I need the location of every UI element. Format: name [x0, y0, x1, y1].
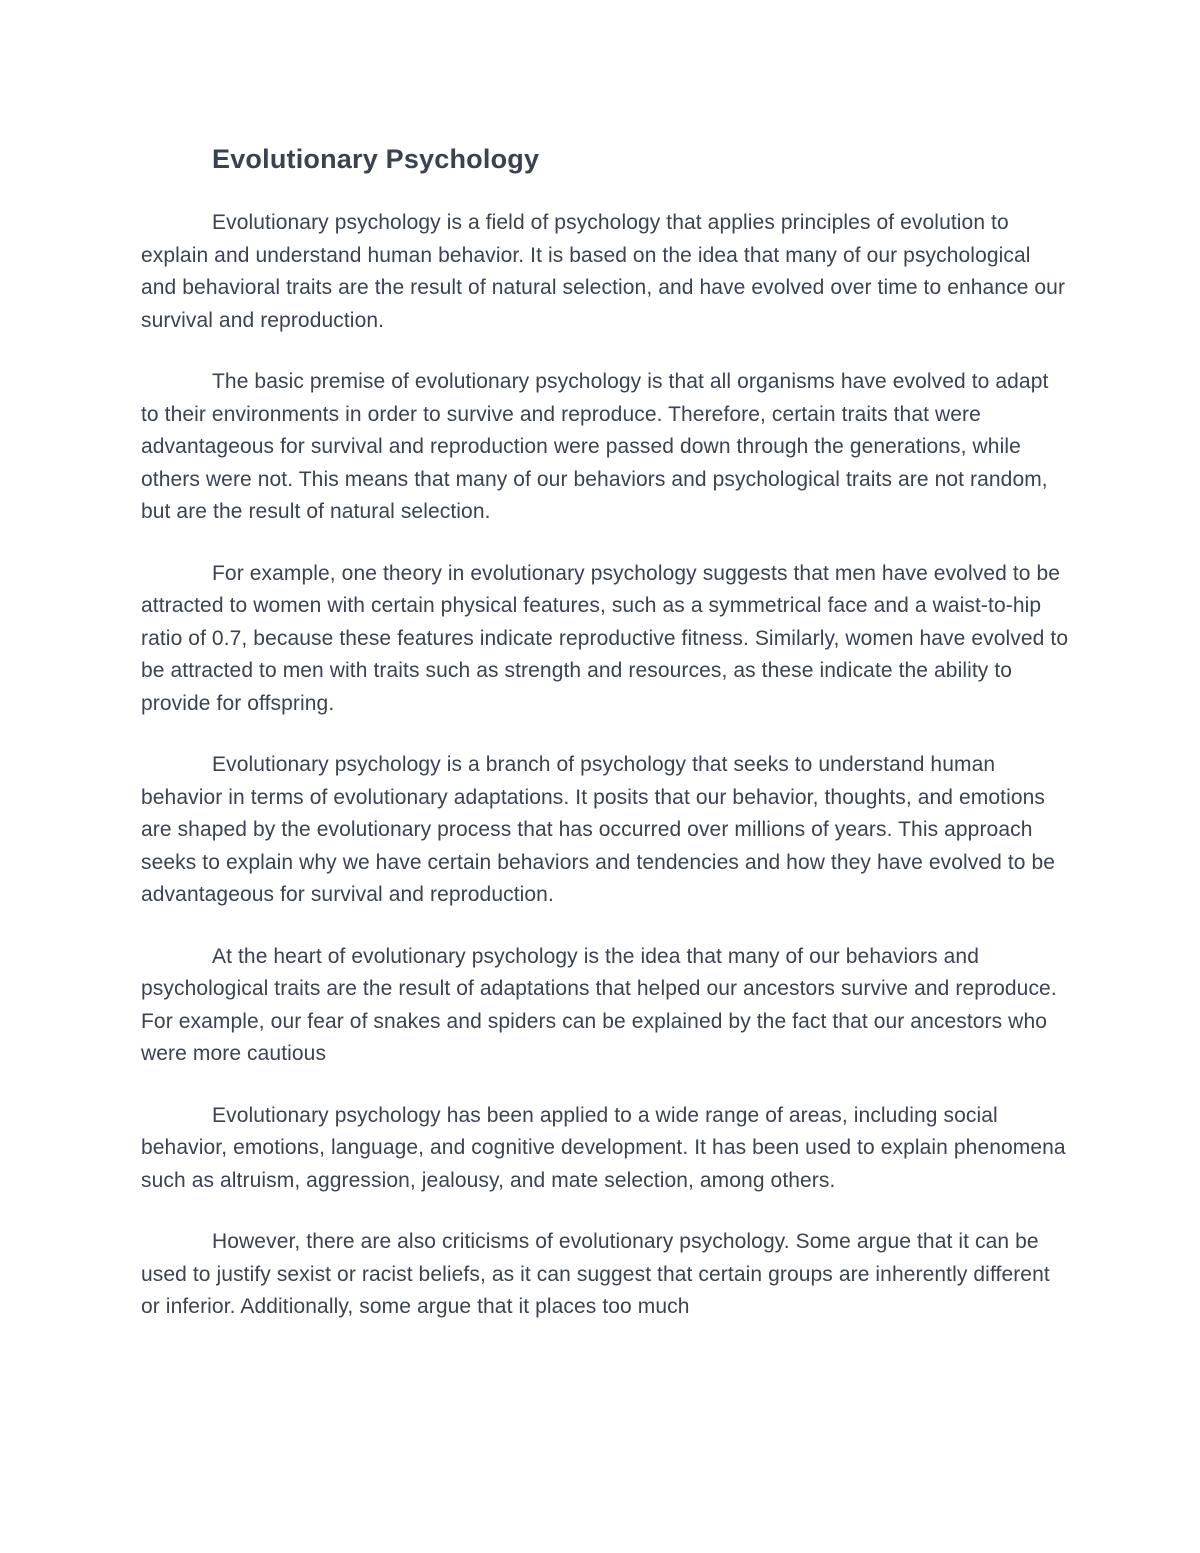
paragraph-4: Evolutionary psychology is a branch of psychology that seeks to understand human behavior in terms of evolutionary adaptations. It posits that our behavior, thoughts, and emotions are shaped by the evolutionary process that has occurred over millions of years. This approach seeks to explain why we have certain behaviors and tendencies and how they have evolved to be advantageous for survival and reproduction.: [141, 753, 1056, 906]
paragraph-6: Evolutionary psychology has been applied to a wide range of areas, including social behavior, emotions, language, and cognitive development. It has been used to explain phenomena such as altruism, aggression, jealousy, and mate selection, among others.: [141, 1103, 1066, 1192]
paragraph-3: For example, one theory in evolutionary psychology suggests that men have evolved to be attracted to women with certain physical features, such as a symmetrical face and a waist-to-hip ratio of 0.7, because these features indicate reproductive fitness. Similarly, women have evolved to be attracted to men with traits such as strength and resources, as these indicate the ability to provide for offspring.: [141, 561, 1069, 715]
document-title: Evolutionary Psychology: [212, 144, 540, 174]
paragraph-1: Evolutionary psychology is a field of psychology that applies principles of evolution to explain and understand human behavior. It is based on the idea that many of our psychological and behavioral traits are the result of natural selection, and have evolved over time to enhance our survival and reproduction.: [141, 211, 1066, 332]
document-body: [141, 140, 1071, 1324]
paragraph-2: The basic premise of evolutionary psychology is that all organisms have evolved to adapt to their environments in order to survive and reproduce. Therefore, certain traits that were advantageous for survival and reproduction were passed down through the generations, while others were not. This means that many of our behaviors and psychological traits are not random, but are the result of natural selection.: [141, 370, 1049, 523]
paragraph-7: However, there are also criticisms of evolutionary psychology. Some argue that it can be used to justify sexist or racist beliefs, as it can suggest that certain groups are inherently different or inferior. Additionally, some argue that it places too much: [141, 1230, 1050, 1318]
paragraph-5: At the heart of evolutionary psychology is the idea that many of our behaviors and psychological traits are the result of adaptations that helped our ancestors survive and reproduce. For example, our fear of snakes and spiders can be explained by the fact that our ancestors who were more cautious: [141, 944, 1057, 1065]
